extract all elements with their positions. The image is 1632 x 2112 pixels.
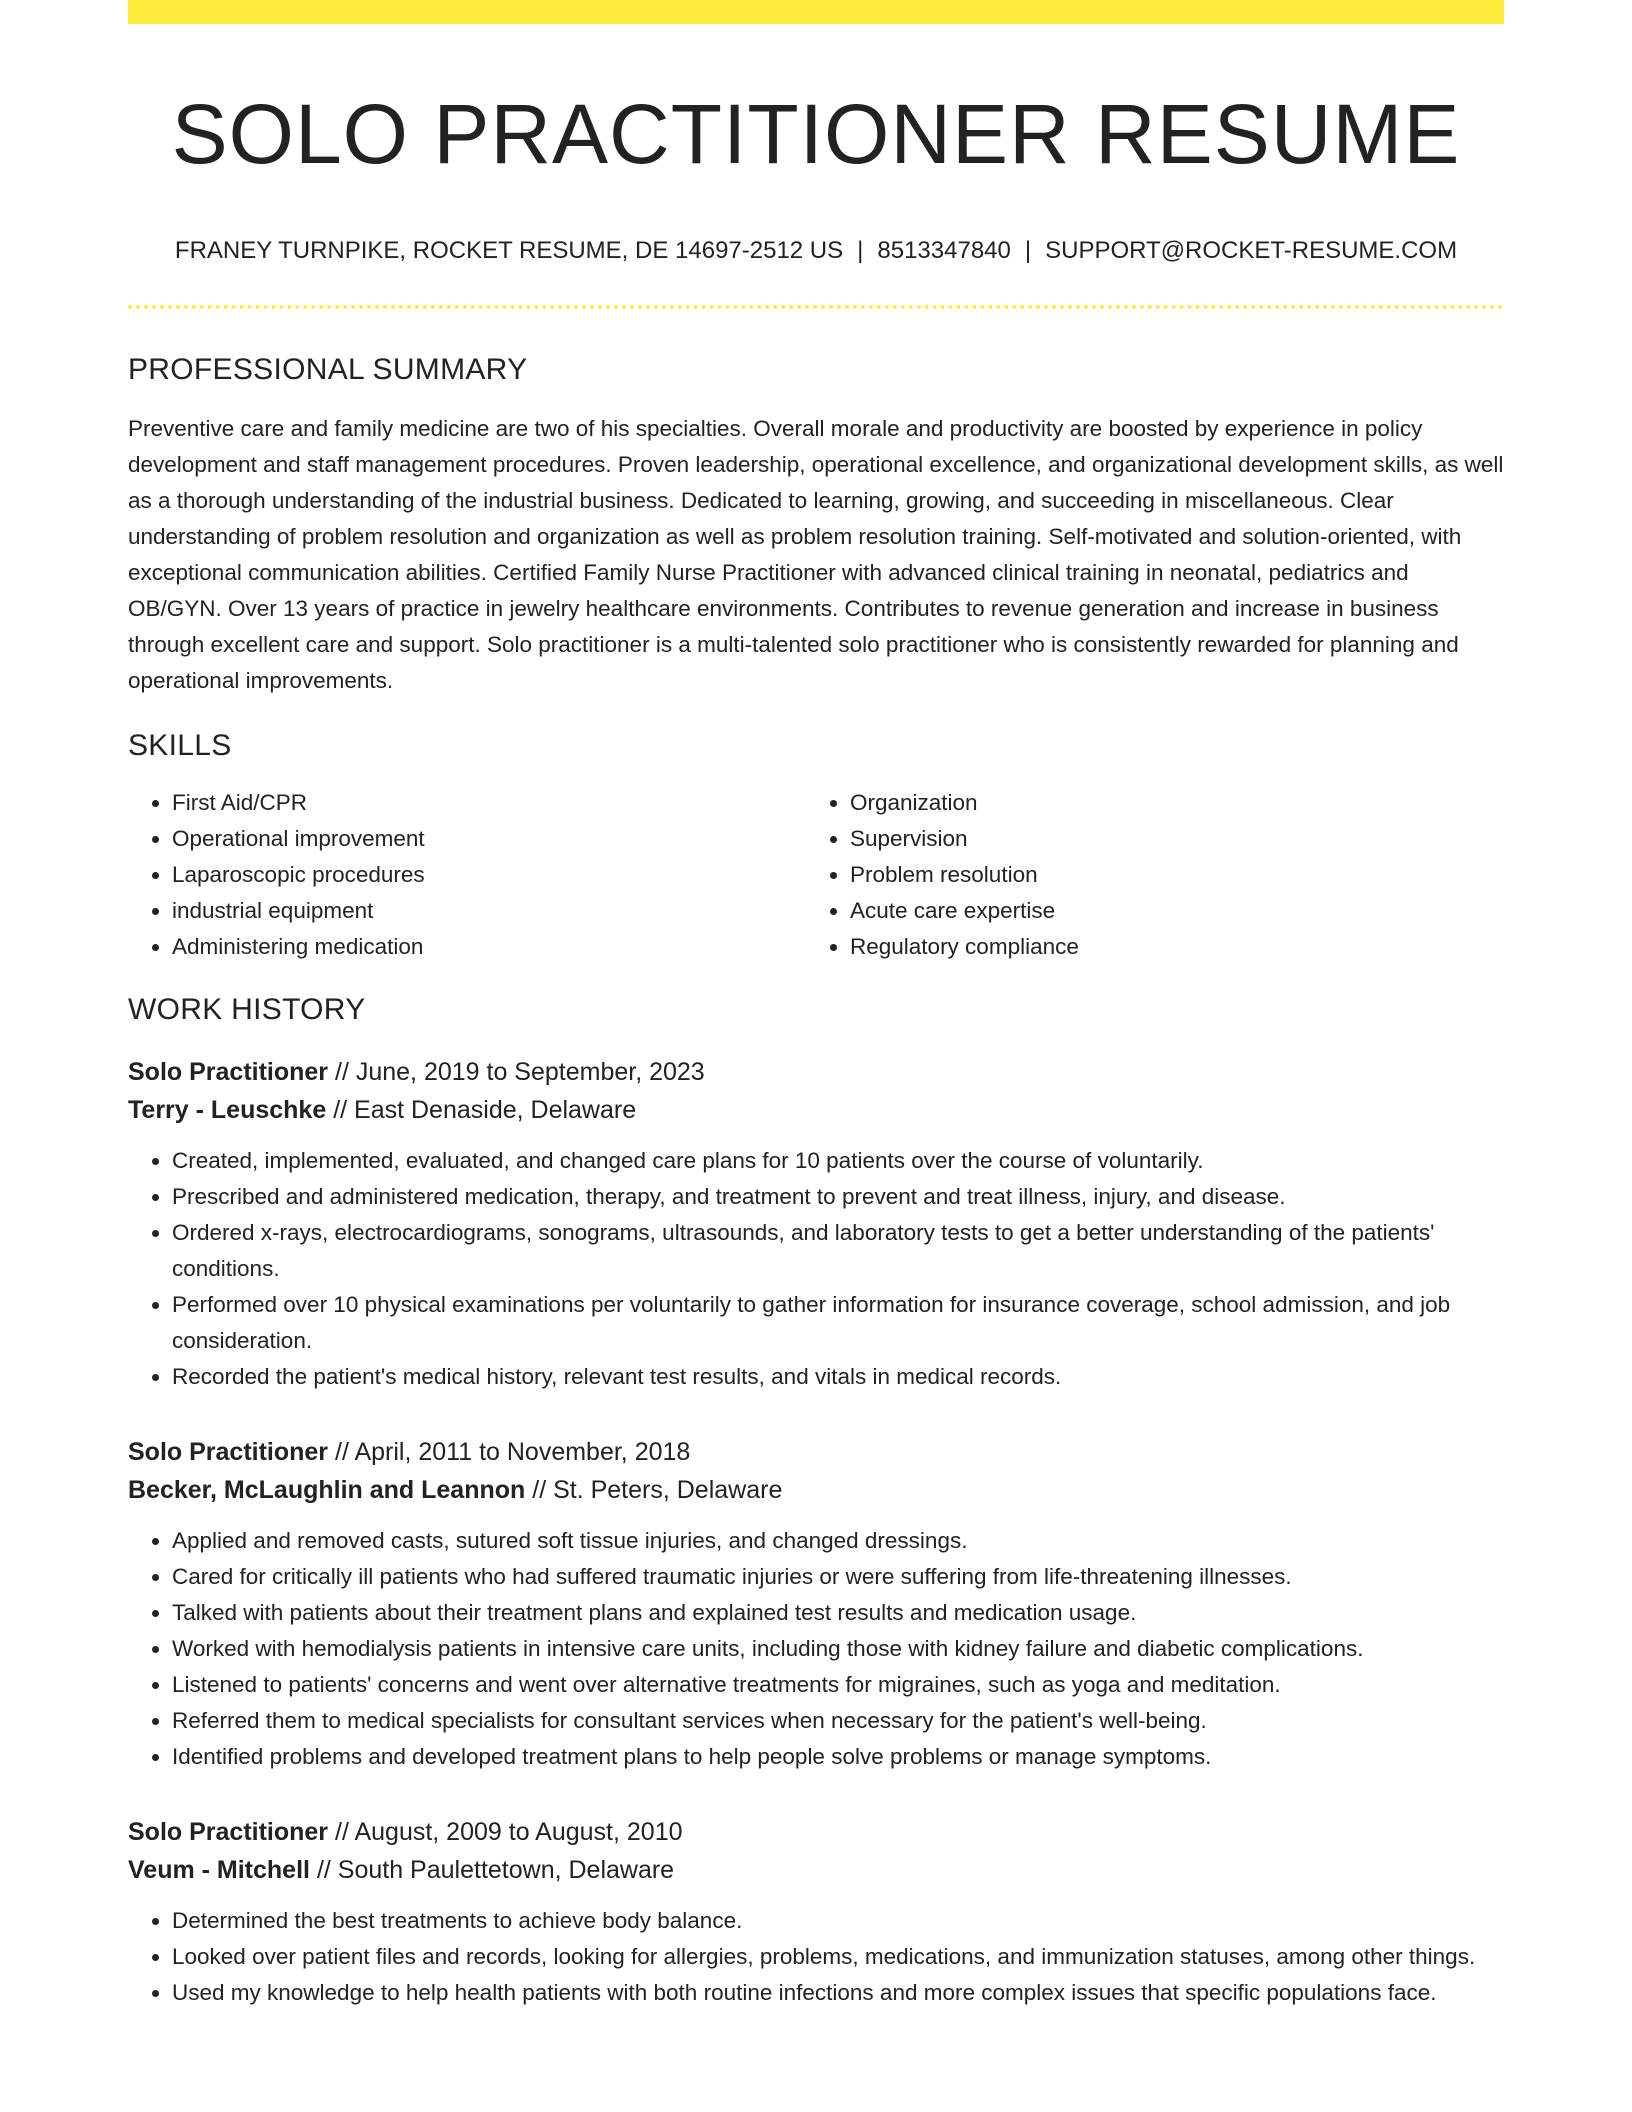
summary-text: Preventive care and family medicine are two of his specialties. Overall morale and productivity are boosted by experience in policy development and staff management procedures. Proven leadership, operational excellence, and organizational development skills, as well as a thorough understanding of the industrial business. Dedicated to learning, growing, and succeeding in miscellaneous. Clear understanding of problem resolution and organization as well as problem resolution training. Self-motivated and solution-oriented, with exceptional communication abilities. Certified Family Nurse Practitioner with advanced clinical training in neonatal, pediatrics and OB/GYN. Over 13 years of practice in jewelry healthcare environments. Contributes to revenue generation and increase in business through excellent care and support. Solo practitioner is a multi-talented solo practitioner who is consistently rewarded for planning and operational improvements. [128,415,1504,693]
job-company: Terry - Leuschke [128,1095,327,1124]
job-dates: // June, 2019 to September, 2023 [335,1057,705,1086]
job-bullet: • Used my knowledge to help health patients with both routine infections and more complex issues that specific populations face. [172,1975,1504,2011]
skill-item: • Organization [850,785,1484,821]
contact-address: FRANEY TURNPIKE, ROCKET RESUME, DE 14697-2512 US [174,236,844,264]
skill-item: • Operational improvement [172,821,806,857]
job-title: Solo Practitioner [128,1437,329,1466]
job-bullet: • Talked with patients about their treatment plans and explained test results and medication usage. [172,1595,1504,1631]
job-title: Solo Practitioner [128,1817,329,1846]
contact-separator: | [1024,236,1032,264]
job-entry [128,1813,1504,2011]
work-history-heading: WORK HISTORY [128,992,366,1026]
job-bullet: • Identified problems and developed treatment plans to help people solve problems or manage symptoms. [172,1739,1504,1775]
skills-list [128,785,1504,965]
job-title-line [128,1433,1504,1471]
skill-item: • Regulatory compliance [850,929,1484,965]
job-title: Solo Practitioner [128,1057,329,1086]
job-bullet: • Looked over patient files and records, looking for allergies, problems, medications, and immunization statuses, among other things. [172,1939,1504,1975]
page-title: SOLO PRACTITIONER RESUME [171,87,1461,181]
job-bullets [128,1903,1504,2011]
skill-item: • Acute care expertise [850,893,1484,929]
skills-column-left [128,785,806,965]
job-company-line [128,1091,1504,1129]
job-location: // East Denaside, Delaware [333,1095,637,1124]
job-bullet: • Ordered x-rays, electrocardiograms, sonograms, ultrasounds, and laboratory tests to get a better understanding of the patients' conditions. [172,1215,1504,1287]
skill-item: • industrial equipment [172,893,806,929]
summary-heading: PROFESSIONAL SUMMARY [128,352,528,386]
skill-item: • Problem resolution [850,857,1484,893]
job-company: Becker, McLaughlin and Leannon [128,1475,526,1504]
contact-phone: 8513347840 [877,236,1011,264]
skill-item: • First Aid/CPR [172,785,806,821]
resume-page [128,0,1504,2011]
contact-email: SUPPORT@ROCKET-RESUME.COM [1045,236,1458,264]
job-location: // South Paulettetown, Delaware [316,1855,675,1884]
job-bullets [128,1523,1504,1775]
skills-column-right [806,785,1484,965]
job-company: Veum - Mitchell [128,1855,310,1884]
contact-separator: | [857,236,864,264]
job-bullet: • Listened to patients' concerns and went over alternative treatments for migraines, such as yoga and meditation. [172,1667,1504,1703]
skill-item: • Supervision [850,821,1484,857]
job-company-line [128,1471,1504,1509]
job-bullet: • Applied and removed casts, sutured soft tissue injuries, and changed dressings. [172,1523,1504,1559]
job-bullet: • Performed over 10 physical examinations per voluntarily to gather information for insurance coverage, school admission, and job consideration. [172,1287,1504,1359]
job-bullet: • Referred them to medical specialists for consultant services when necessary for the patient's well-being. [172,1703,1504,1739]
job-bullet: • Cared for critically ill patients who had suffered traumatic injuries or were suffering from life-threatening illnesses. [172,1559,1504,1595]
contact-line [128,237,1504,265]
job-entry [128,1433,1504,1775]
job-company-line [128,1851,1504,1889]
skill-item: • Administering medication [172,929,806,965]
job-title-line [128,1813,1504,1851]
job-bullet: • Prescribed and administered medication, therapy, and treatment to prevent and treat illness, injury, and disease. [172,1179,1504,1215]
job-title-line [128,1053,1504,1091]
dotted-divider [128,305,1504,309]
job-bullet: • Worked with hemodialysis patients in intensive care units, including those with kidney failure and diabetic complications. [172,1631,1504,1667]
job-bullet: • Determined the best treatments to achieve body balance. [172,1903,1504,1939]
skills-heading: SKILLS [128,728,232,762]
job-bullet: • Recorded the patient's medical history, relevant test results, and vitals in medical records. [172,1359,1504,1395]
job-bullet: • Created, implemented, evaluated, and changed care plans for 10 patients over the course of voluntarily. [172,1143,1504,1179]
job-entry [128,1053,1504,1395]
job-bullets [128,1143,1504,1395]
skill-item: • Laparoscopic procedures [172,857,806,893]
job-location: // St. Peters, Delaware [532,1475,783,1504]
job-dates: // August, 2009 to August, 2010 [335,1817,683,1846]
accent-bar [128,0,1504,24]
job-dates: // April, 2011 to November, 2018 [335,1437,691,1466]
